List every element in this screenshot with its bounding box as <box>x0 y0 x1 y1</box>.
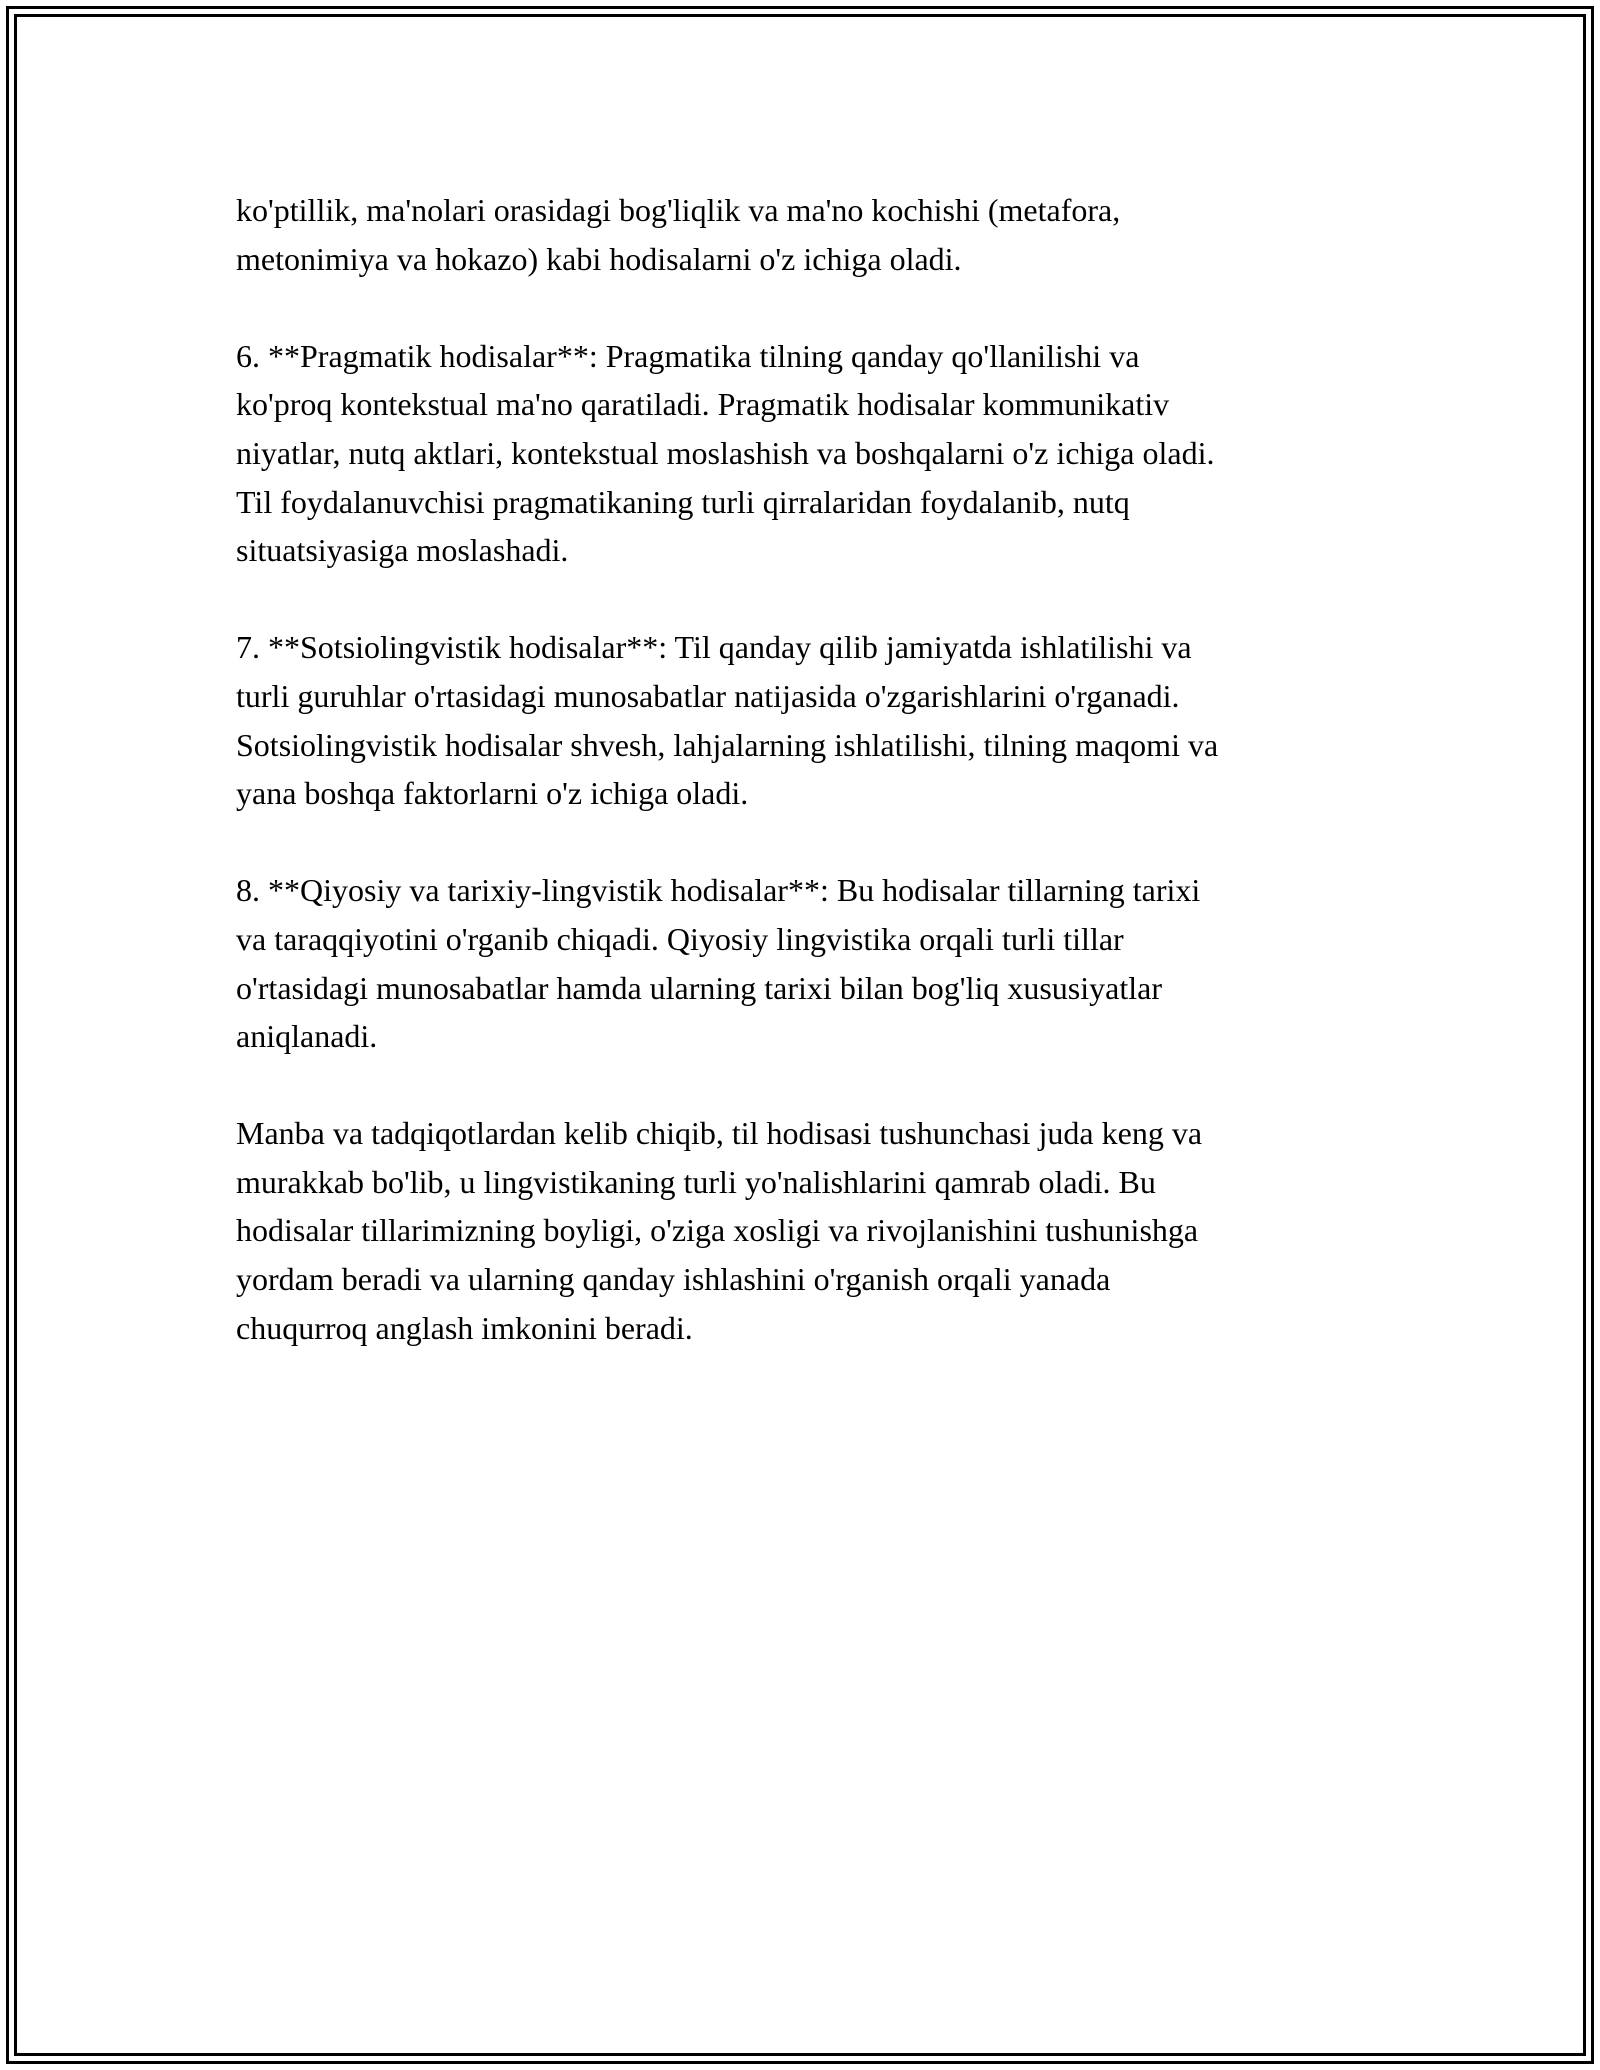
paragraph-semantic-continuation: ko'ptillik, ma'nolari orasidagi bog'liqlik va ma'no kochishi (metafora, metonimiya va hokazo) kabi hodisalarni o'z ichiga oladi. <box>236 192 1121 277</box>
paragraph-sociolinguistic: 7. **Sotsiolingvistik hodisalar**: Til qanday qilib jamiyatda ishlatilishi va turli guruhlar o'rtasidagi munosabatlar natijasida o'zgarishlarini o'rganadi. Sotsiolingvistik hodisalar shvesh, lahjalarning ishlatilishi, tilning maqomi va yana boshqa faktorlarni o'z ichiga oladi. <box>236 629 1219 812</box>
paragraph-conclusion: Manba va tadqiqotlardan kelib chiqib, til hodisasi tushunchasi juda keng va murakkab bo'lib, u lingvistikaning turli yo'nalishlarini qamrab oladi. Bu hodisalar tillarimizning boyligi, o'ziga xosligi va rivojlanishini tushunishga yordam beradi va ularning qanday ishlashini o'rganish orqali yanada chuqurroq anglash imkonini beradi. <box>236 1115 1203 1346</box>
document-body <box>236 186 1376 1401</box>
paragraph-pragmatic: 6. **Pragmatik hodisalar**: Pragmatika tilning qanday qo'llanilishi va ko'proq kontekstual ma'no qaratiladi. Pragmatik hodisalar kommunikativ niyatlar, nutq aktlari, kontekstual moslashish va boshqalarni o'z ichiga oladi. Til foydalanuvchisi pragmatikaning turli qirralaridan foydalanib, nutq situatsiyasiga moslashadi. <box>236 337 1215 569</box>
paragraph-comparative-historical: 8. **Qiyosiy va tarixiy-lingvistik hodisalar**: Bu hodisalar tillarning tarixi va taraqqiyotini o'rganib chiqadi. Qiyosiy lingvistika orqali turli tillar o'rtasidagi munosabatlar hamda ularning tarixi bilan bog'liq xususiyatlar aniqlanadi. <box>236 872 1201 1055</box>
